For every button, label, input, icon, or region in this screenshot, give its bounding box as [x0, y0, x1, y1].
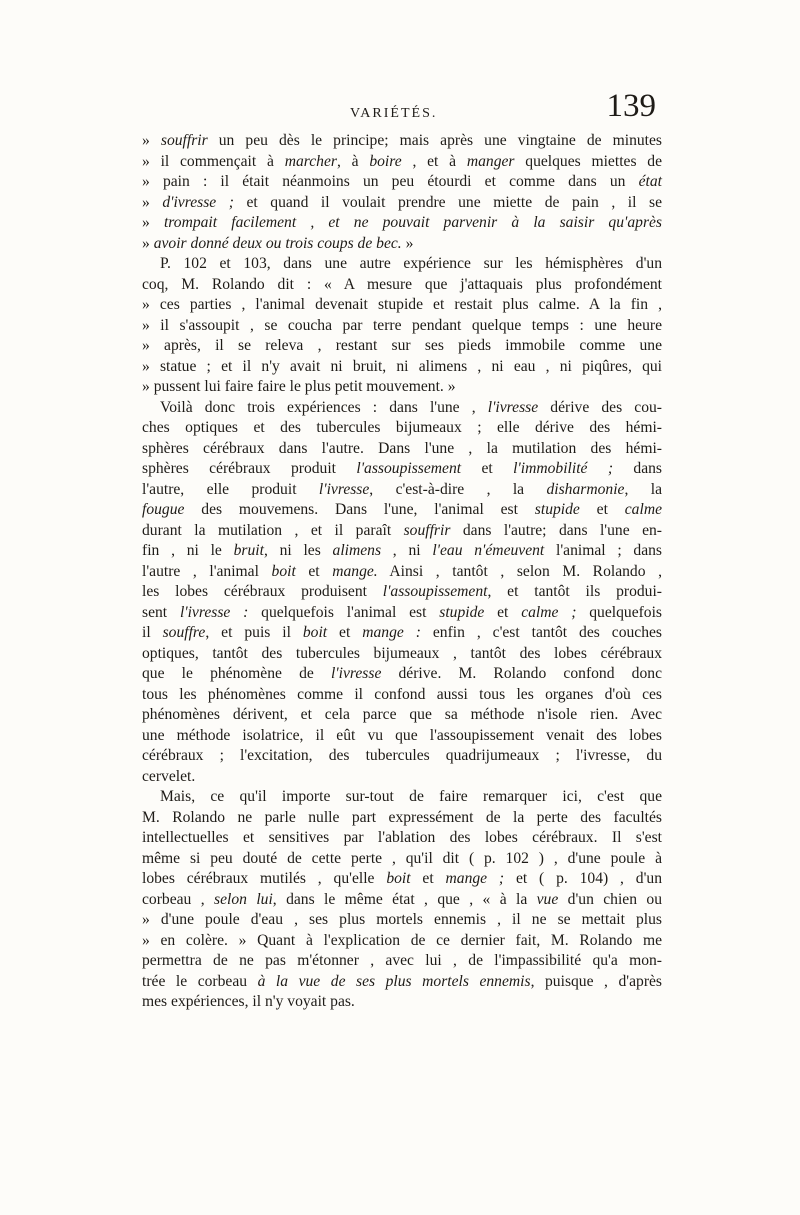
text-run: et	[295, 562, 333, 580]
italic-run: boit	[386, 870, 411, 887]
text-line	[142, 172, 662, 193]
text-run: coq, M. Rolando dit : « A mesure que j'attaquais plus profondément	[142, 275, 662, 293]
text-run: intellectuelles et sensitives par l'ablation des lobes cérébraux. Il s'est	[142, 829, 662, 846]
italic-run: calme	[624, 501, 662, 518]
text-run: trée le corbeau	[142, 972, 258, 990]
italic-run: mange ;	[445, 870, 505, 887]
text-run: l'animal ; dans	[544, 542, 663, 559]
text-run: phénomènes dérivent, et cela parce que sa méthode n'isole rien. Avec	[142, 706, 662, 723]
text-run: dans	[613, 460, 662, 477]
text-line	[142, 910, 662, 931]
italic-run: vue	[536, 890, 559, 908]
text-run: corbeau ,	[142, 890, 215, 908]
text-run: mes expériences, il n'y voyait pas.	[142, 993, 355, 1010]
text-run: quelquefois	[576, 603, 663, 621]
italic-run: selon lui	[214, 890, 273, 908]
text-run: , la	[624, 480, 662, 498]
text-run: »	[401, 234, 414, 252]
text-run: , c'est-à-dire , la	[369, 480, 547, 498]
italic-run: souffrir	[160, 132, 208, 149]
text-run: dans l'autre; dans l'une en-	[450, 521, 662, 539]
italic-run: calme ;	[521, 603, 577, 621]
italic-run: l'assoupissement	[356, 460, 462, 477]
text-run: il	[142, 624, 163, 641]
italic-run: l'ivresse	[487, 398, 539, 416]
text-run: »	[142, 214, 164, 231]
text-run: et	[327, 624, 363, 641]
text-run: dérive. M. Rolando confond donc	[381, 665, 662, 682]
page-number: 139	[606, 88, 656, 124]
text-run: des mouvemens. Dans l'une, l'animal est	[184, 501, 535, 518]
paragraph	[142, 398, 662, 788]
text-run: sphères cérébraux dans l'autre. Dans l'une , la mutilation des hémi-	[142, 439, 662, 457]
italic-run: boit	[302, 624, 328, 641]
text-run: » pain : il était néanmoins un peu étourdi et comme dans un	[142, 173, 639, 190]
page-header	[142, 86, 658, 132]
text-line	[142, 951, 662, 972]
text-run: fin , ni le	[142, 542, 234, 559]
italic-run: alimens	[332, 542, 382, 559]
italic-run: souffre	[162, 624, 206, 641]
text-run: , ni les	[263, 542, 333, 559]
italic-run: état	[638, 173, 662, 190]
text-run: enfin , c'est tantôt des couches	[420, 624, 662, 641]
text-run: » en colère. » Quant à l'explication de ce dernier fait, M. Rolando me	[142, 931, 662, 949]
text-line	[142, 152, 662, 173]
text-line	[142, 254, 662, 275]
text-run: , et puis il	[205, 624, 303, 641]
text-run: , ni	[381, 542, 433, 559]
text-run: Mais, ce qu'il importe sur-tout de faire remarquer ici, c'est que	[160, 788, 662, 805]
text-line	[142, 869, 662, 890]
text-run: d'un chien ou	[558, 890, 662, 908]
text-line	[142, 828, 662, 849]
text-line	[142, 213, 662, 234]
italic-run: fougue	[142, 501, 185, 518]
text-run: une méthode isolatrice, il eût vu que l'assoupissement venait des lobes	[142, 726, 662, 744]
text-run: quelquefois l'animal est	[248, 603, 440, 621]
text-line	[142, 582, 662, 603]
text-run: , puisque , d'après	[530, 972, 663, 990]
italic-run: boire	[369, 152, 402, 170]
text-line	[142, 193, 662, 214]
text-line	[142, 377, 662, 398]
italic-run: l'ivresse :	[179, 603, 249, 621]
italic-run: avoir donné deux ou trois coups de bec.	[153, 234, 402, 252]
text-run: un peu dès le principe; mais après une vingtaine de minutes	[207, 132, 662, 149]
italic-run: marcher	[284, 152, 337, 170]
italic-run: stupide	[439, 603, 485, 621]
text-line	[142, 275, 662, 296]
text-run: »	[142, 132, 161, 149]
text-line	[142, 787, 662, 808]
text-run: » après, il se releva , restant sur ses pieds immobile comme une	[142, 337, 662, 354]
running-title: VARIÉTÉS.	[350, 106, 438, 121]
text-run: lobes cérébraux mutilés , qu'elle	[142, 870, 387, 887]
text-line	[142, 664, 662, 685]
italic-run: l'ivresse	[318, 480, 370, 498]
text-line	[142, 705, 662, 726]
text-run: même si peu douté de cette perte , qu'il dit ( p. 102 ) , d'une poule à	[142, 849, 662, 867]
italic-run: boit	[271, 562, 296, 580]
text-line	[142, 131, 662, 152]
italic-run: stupide	[534, 501, 580, 518]
text-run: sphères cérébraux produit	[142, 460, 357, 477]
text-run: »	[142, 234, 154, 252]
italic-run: manger	[466, 152, 515, 170]
text-run: cérébraux ; l'excitation, des tubercules quadrijumeaux ; l'ivresse, du	[142, 747, 662, 764]
text-run: et	[579, 501, 625, 518]
body-text	[142, 131, 662, 1013]
text-line	[142, 644, 662, 665]
italic-run: l'immobilité ;	[513, 460, 614, 477]
italic-run: trompait facilement , et ne pouvait parvenir à la saisir qu'après	[163, 214, 663, 231]
text-run: » statue ; et il n'y avait ni bruit, ni alimens , ni eau , ni piqûres, qui	[142, 357, 662, 375]
text-line	[142, 726, 662, 747]
text-run: l'autre, elle produit	[142, 480, 319, 498]
paragraph	[142, 131, 662, 254]
text-line	[142, 316, 662, 337]
text-line	[142, 767, 662, 788]
text-run: les lobes cérébraux produisent	[142, 583, 383, 600]
text-run: Voilà donc trois expériences : dans l'une ,	[160, 398, 488, 416]
text-run: et quand il voulait prendre une miette de pain , il se	[233, 193, 662, 211]
text-line	[142, 623, 662, 644]
text-run: , et à	[401, 152, 467, 170]
text-run: et	[461, 460, 514, 477]
text-line	[142, 562, 662, 583]
italic-run: bruit	[233, 542, 264, 559]
paragraph	[142, 254, 662, 398]
text-line	[142, 439, 662, 460]
text-run: » ces parties , l'animal devenait stupide et restait plus calme. A la fin ,	[142, 296, 662, 313]
italic-run: à la vue de ses plus mortels ennemis	[257, 972, 531, 990]
text-run: dérive des cou-	[538, 398, 662, 416]
text-run: sent	[142, 603, 180, 621]
text-run: et	[410, 870, 446, 887]
text-line	[142, 398, 662, 419]
text-run: » il commençait à	[142, 152, 285, 170]
text-line	[142, 603, 662, 624]
text-run: » pussent lui faire faire le plus petit mouvement. »	[142, 378, 456, 395]
text-run: et ( p. 104) , d'un	[504, 870, 662, 887]
text-line	[142, 234, 662, 255]
text-run: tous les phénomènes comme il confond aussi tous les organes d'où ces	[142, 685, 662, 703]
text-run: » il s'assoupit , se coucha par terre pendant quelque temps : une heure	[142, 316, 662, 334]
text-line	[142, 849, 662, 870]
text-run: permettra de ne pas m'étonner , avec lui , de l'impassibilité qu'a mon-	[142, 952, 662, 969]
italic-run: l'eau n'émeuvent	[432, 542, 545, 559]
text-run: que le phénomène de	[142, 665, 331, 682]
italic-run: l'ivresse	[330, 665, 382, 682]
text-line	[142, 808, 662, 829]
text-run: P. 102 et 103, dans une autre expérience sur les hémisphères d'un	[160, 255, 662, 272]
text-line	[142, 418, 662, 439]
text-line	[142, 295, 662, 316]
text-line	[142, 336, 662, 357]
text-run: cervelet.	[142, 767, 196, 785]
text-line	[142, 500, 662, 521]
text-run: Ainsi , tantôt , selon M. Rolando ,	[377, 562, 662, 580]
paragraph	[142, 787, 662, 1013]
italic-run: mange :	[362, 624, 421, 641]
italic-run: d'ivresse ;	[162, 193, 234, 211]
text-run: et	[484, 603, 522, 621]
italic-run: souffrir	[403, 521, 451, 539]
text-line	[142, 357, 662, 378]
text-run: » d'une poule d'eau , ses plus mortels ennemis , il ne se mettait plus	[142, 911, 662, 928]
italic-run: disharmonie	[546, 480, 625, 498]
italic-run: l'assoupissement	[382, 583, 488, 600]
text-run: M. Rolando ne parle nulle part expressément de la perte des facultés	[142, 808, 662, 826]
text-run: l'autre , l'animal	[142, 562, 272, 580]
text-line	[142, 685, 662, 706]
text-run: quelques miettes de	[514, 152, 663, 170]
italic-run: mange.	[332, 562, 378, 580]
text-line	[142, 459, 662, 480]
text-line	[142, 541, 662, 562]
text-line	[142, 890, 662, 911]
text-run: , et tantôt ils produi-	[487, 583, 662, 600]
text-run: , dans le même état , que , « à la	[272, 890, 537, 908]
text-line	[142, 972, 662, 993]
text-line	[142, 992, 662, 1013]
text-line	[142, 746, 662, 767]
text-line	[142, 480, 662, 501]
text-run: ches optiques et des tubercules bijumeaux ; elle dérive des hémi-	[142, 419, 662, 436]
text-run: »	[142, 193, 163, 211]
text-run: , à	[336, 152, 370, 170]
text-run: optiques, tantôt des tubercules bijumeaux , tantôt des lobes cérébraux	[142, 644, 662, 662]
text-line	[142, 521, 662, 542]
text-run: durant la mutilation , et il paraît	[142, 521, 404, 539]
text-line	[142, 931, 662, 952]
